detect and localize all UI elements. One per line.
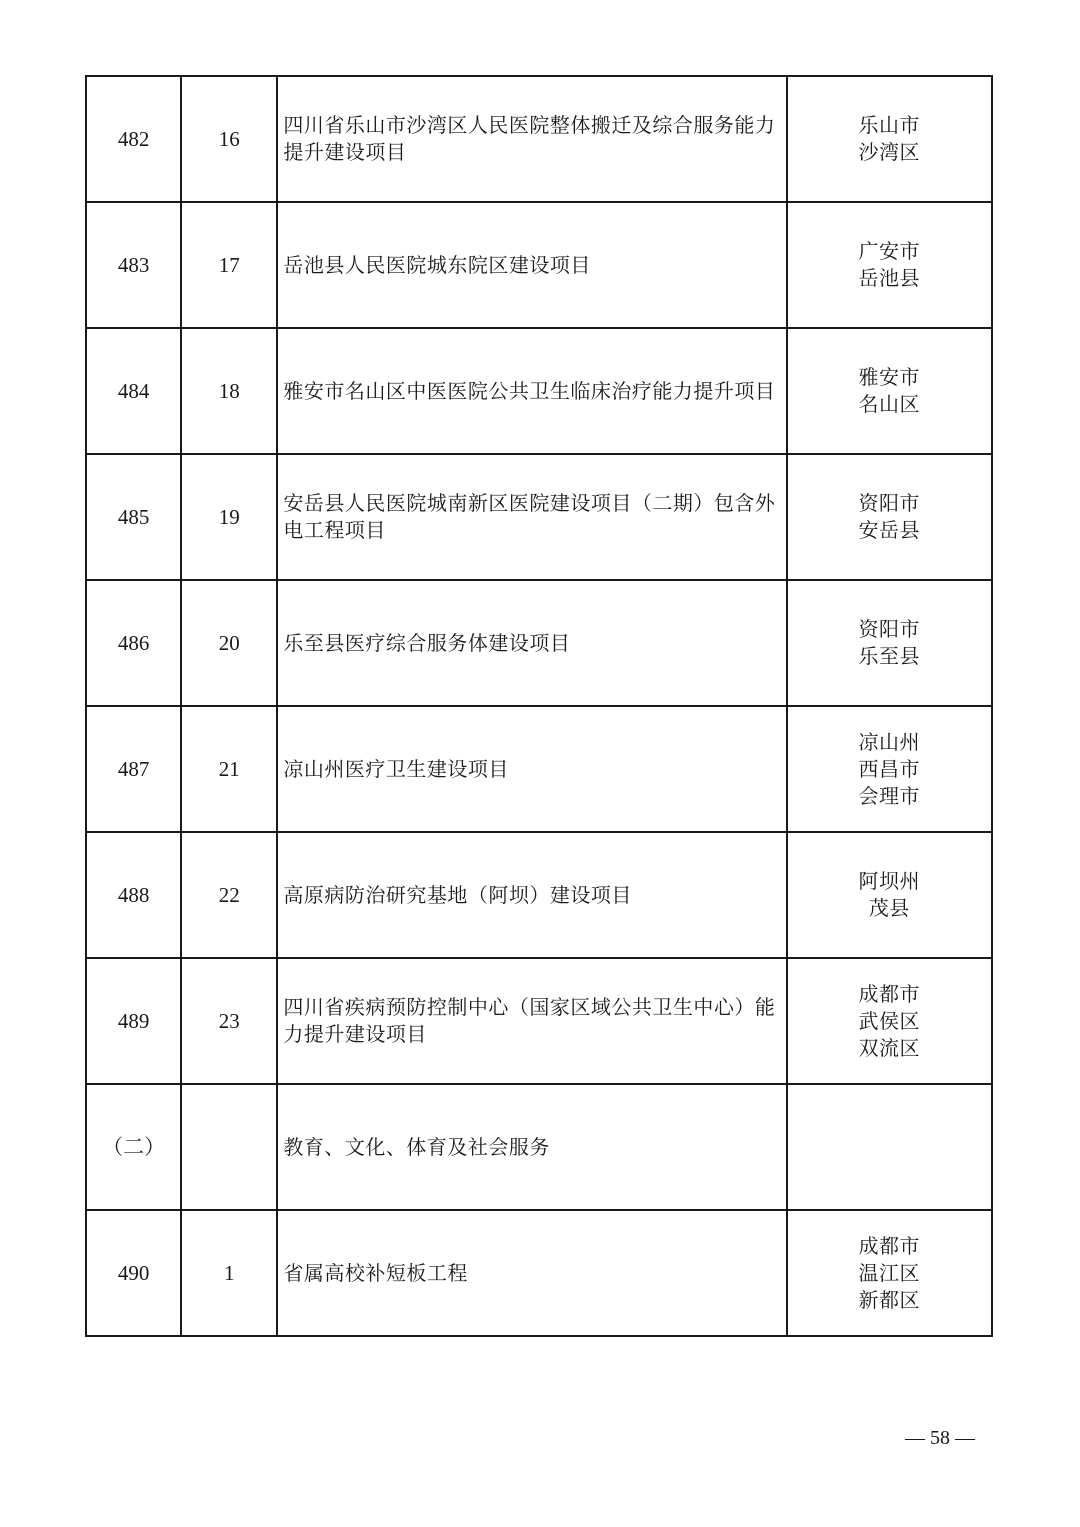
row-project-name: 凉山州医疗卫生建设项目 — [277, 706, 786, 832]
table-row — [86, 1084, 992, 1210]
row-location — [787, 832, 992, 958]
row-project-name: 教育、文化、体育及社会服务 — [277, 1084, 786, 1210]
row-project-name: 岳池县人民医院城东院区建设项目 — [277, 202, 786, 328]
row-project-name: 雅安市名山区中医医院公共卫生临床治疗能力提升项目 — [277, 328, 786, 454]
table-row — [86, 76, 992, 202]
location-line: 沙湾区 — [858, 140, 920, 164]
row-location — [787, 1210, 992, 1336]
row-seq-number: 485 — [86, 454, 181, 580]
row-sub-number: 17 — [181, 202, 277, 328]
location-line: 凉山州 — [858, 729, 920, 754]
table-row — [86, 706, 992, 832]
row-sub-number: 20 — [181, 580, 277, 706]
row-sub-number: 21 — [181, 706, 277, 832]
location-line: 新都区 — [858, 1287, 920, 1312]
location-line: 岳池县 — [858, 266, 920, 290]
row-sub-number: 18 — [181, 328, 277, 454]
row-location — [787, 580, 992, 706]
row-location — [787, 76, 992, 202]
row-seq-number: 490 — [86, 1210, 181, 1336]
row-sub-number: 16 — [181, 76, 277, 202]
table-row — [86, 1210, 992, 1336]
row-location — [787, 1084, 992, 1210]
row-sub-number: 1 — [181, 1210, 277, 1336]
row-seq-number: 486 — [86, 580, 181, 706]
location-line: 阿坝州 — [858, 869, 920, 893]
row-project-name: 高原病防治研究基地（阿坝）建设项目 — [277, 832, 786, 958]
location-line: 西昌市 — [858, 756, 920, 781]
location-line: 双流区 — [858, 1035, 920, 1060]
table-row — [86, 832, 992, 958]
location-line: 温江区 — [858, 1260, 920, 1285]
table-row — [86, 958, 992, 1084]
table-row — [86, 454, 992, 580]
location-line: 武侯区 — [858, 1008, 920, 1033]
location-line: 名山区 — [858, 392, 920, 416]
project-table-body — [86, 76, 992, 1336]
row-seq-number: 482 — [86, 76, 181, 202]
row-sub-number: 23 — [181, 958, 277, 1084]
row-project-name: 安岳县人民医院城南新区医院建设项目（二期）包含外电工程项目 — [277, 454, 786, 580]
location-line: 乐至县 — [858, 644, 920, 668]
location-line: 成都市 — [858, 981, 920, 1006]
row-location — [787, 706, 992, 832]
location-line: 资阳市 — [858, 491, 920, 515]
row-location — [787, 454, 992, 580]
location-line: 乐山市 — [858, 113, 920, 137]
location-line: 会理市 — [858, 783, 920, 808]
row-seq-number: 483 — [86, 202, 181, 328]
row-sub-number: 19 — [181, 454, 277, 580]
location-line: 广安市 — [858, 239, 920, 263]
row-sub-number: 22 — [181, 832, 277, 958]
table-row — [86, 328, 992, 454]
row-seq-number: 487 — [86, 706, 181, 832]
table-row — [86, 580, 992, 706]
row-project-name: 四川省乐山市沙湾区人民医院整体搬迁及综合服务能力提升建设项目 — [277, 76, 786, 202]
location-line: 安岳县 — [858, 518, 920, 542]
row-sub-number — [181, 1084, 277, 1210]
table-row — [86, 202, 992, 328]
location-line: 资阳市 — [858, 617, 920, 641]
row-location — [787, 958, 992, 1084]
row-project-name: 省属高校补短板工程 — [277, 1210, 786, 1336]
location-line: 成都市 — [858, 1233, 920, 1258]
project-table — [85, 75, 993, 1337]
row-project-name: 四川省疾病预防控制中心（国家区域公共卫生中心）能力提升建设项目 — [277, 958, 786, 1084]
row-seq-number: （二） — [86, 1084, 181, 1210]
location-line: 雅安市 — [858, 365, 920, 389]
row-project-name: 乐至县医疗综合服务体建设项目 — [277, 580, 786, 706]
row-seq-number: 484 — [86, 328, 181, 454]
location-line: 茂县 — [868, 896, 910, 920]
row-seq-number: 489 — [86, 958, 181, 1084]
row-seq-number: 488 — [86, 832, 181, 958]
row-location — [787, 328, 992, 454]
row-location — [787, 202, 992, 328]
page-number: — 58 — — [905, 1427, 975, 1449]
